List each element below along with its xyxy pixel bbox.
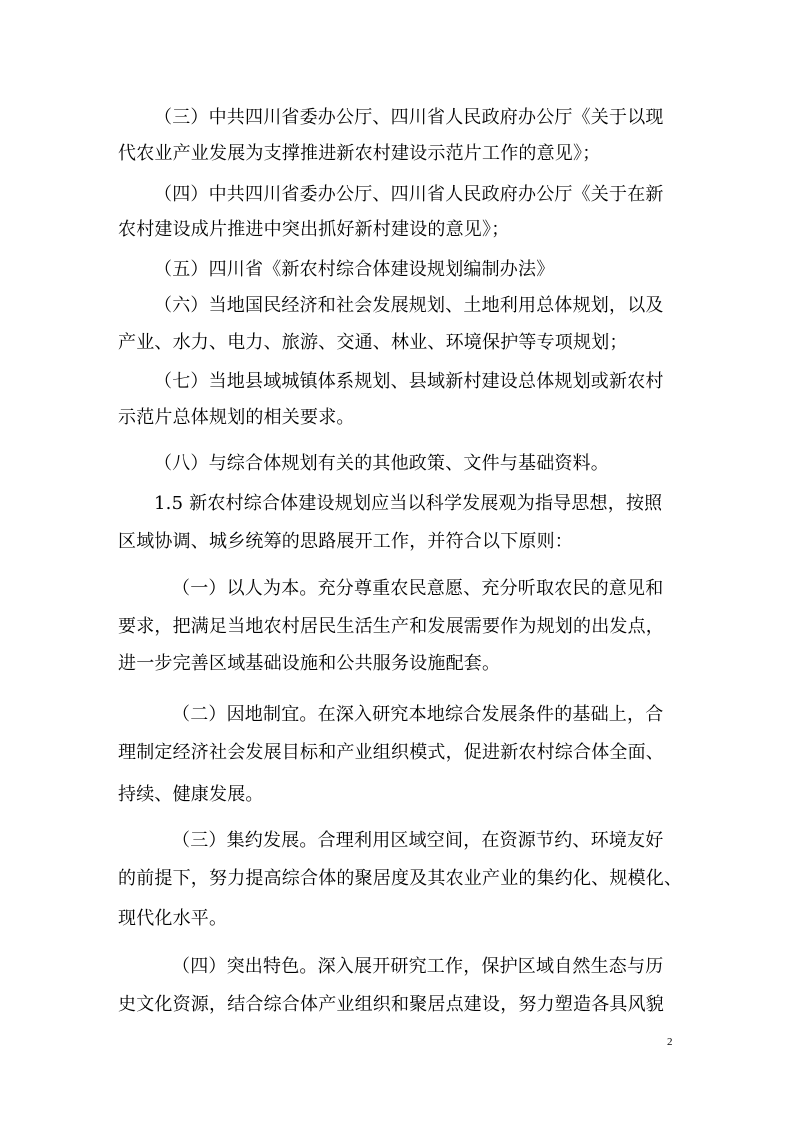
text-line: （八）与综合体规划有关的其他政策、文件与基础资料。 xyxy=(154,453,609,474)
text-line: （二）因地制宜。在深入研究本地综合发展条件的基础上，合 xyxy=(172,704,664,725)
text-line: 理制定经济社会发展目标和产业组织模式，促进新农村综合体全面、 xyxy=(118,742,664,763)
text-line: （五）四川省《新农村综合体建设规划编制办法》 xyxy=(154,259,555,280)
text-line: （七）当地县域城镇体系规划、县域新村建设总体规划或新农村 xyxy=(154,371,664,392)
text-line: （四）突出特色。深入展开研究工作，保护区域自然生态与历 xyxy=(172,956,664,977)
text-line: 的前提下，努力提高综合体的聚居度及其农业产业的集约化、规模化、 xyxy=(118,868,683,889)
text-line: 现代化水平。 xyxy=(118,908,228,929)
text-line: 进一步完善区域基础设施和公共服务设施配套。 xyxy=(118,653,501,674)
text-line: 农村建设成片推进中突出抓好新村建设的意见》； xyxy=(118,219,510,240)
text-line: （三）集约发展。合理利用区域空间，在资源节约、环境友好 xyxy=(172,830,664,851)
text-line: （一）以人为本。充分尊重农民意愿、充分听取农民的意见和 xyxy=(172,578,664,599)
text-line: （四）中共四川省委办公厅、四川省人民政府办公厅《关于在新 xyxy=(154,184,664,205)
text-line: （三）中共四川省委办公厅、四川省人民政府办公厅《关于以现 xyxy=(154,107,664,128)
text-line: 示范片总体规划的相关要求。 xyxy=(118,407,355,428)
page-number: 2 xyxy=(667,1036,673,1048)
text-line: 持续、健康发展。 xyxy=(118,784,264,805)
text-line: （六）当地国民经济和社会发展规划、土地利用总体规划，以及 xyxy=(154,295,664,316)
text-line: 要求，把满足当地农村居民生活生产和发展需要作为规划的出发点， xyxy=(118,616,664,637)
text-line: 史文化资源，结合综合体产业组织和聚居点建设，努力塑造各具风貌 xyxy=(118,994,664,1015)
text-line: 产业、水力、电力、旅游、交通、林业、环境保护等专项规划； xyxy=(118,332,628,353)
text-line: 区域协调、城乡统筹的思路展开工作，并符合以下原则： xyxy=(118,531,573,552)
text-line: 1.5 新农村综合体建设规划应当以科学发展观为指导思想，按照 xyxy=(154,493,663,514)
text-line: 代农业产业发展为支撑推进新农村建设示范片工作的意见》； xyxy=(118,143,601,164)
